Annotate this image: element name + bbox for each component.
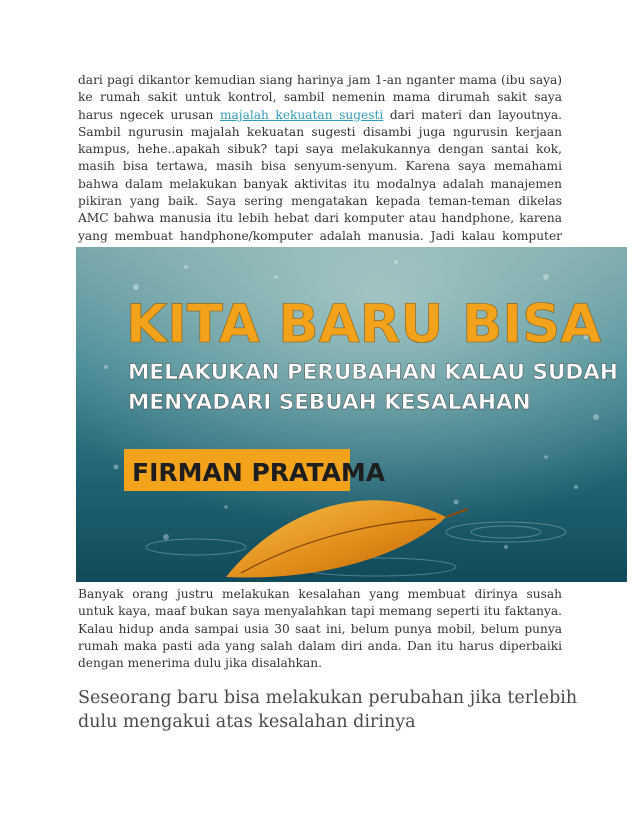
author-name: FIRMAN PRATAMA — [132, 458, 386, 487]
paragraph-1-text-before-link: dari pagi dikantor kemudian siang harinya jam 1-an nganter mama (ibu saya) ke rumah sakit untuk kontrol, sambil nemenin mama dirumah sakit saya harus ngecek urusan — [78, 73, 562, 122]
quote-line-3: MENYADARI SEBUAH KESALAHAN — [128, 390, 531, 415]
section-heading: Seseorang baru bisa melakukan perubahan jika terlebih dulu mengakui atas kesalahan dirinya — [78, 688, 578, 732]
body-paragraph-2: Banyak orang justru melakukan kesalahan yang membuat dirinya susah untuk kaya, maaf bukan saya menyalahkan tapi memang seperti itu faktanya. Kalau hidup anda sampai usia 30 saat ini, belum punya mobil, belum punya rumah maka pasti ada yang salah dalam diri anda. Dan itu harus diperbaiki dengan menerima dulu jika disalahkan. — [78, 587, 562, 671]
quote-image — [76, 247, 627, 582]
quote-image-graphic — [76, 247, 627, 582]
majalah-kekuatan-sugesti-link[interactable]: majalah kekuatan sugesti — [219, 107, 384, 122]
quote-line-2: MELAKUKAN PERUBAHAN KALAU SUDAH — [128, 360, 618, 385]
quote-line-1: KITA BARU BISA — [126, 294, 602, 355]
paragraph-1-text-after-link: dari materi dan layoutnya. Sambil ngurusin majalah kekuatan sugesti disambi juga ngurusin kerjaan kampus, hehe..apakah sibuk? tapi saya melakukannya dengan santai kok, masih bisa tertawa, masih bisa senyum-senyum. Karena saya memahami bahwa dalam melakukan banyak aktivitas itu modalnya adalah manajemen pikiran yang baik. Saya sering mengatakan kepada teman-teman dikelas AMC bahwa manusia itu lebih hebat dari komputer atau handphone, karena yang membuat handphone/komputer adalah manusia. Jadi kalau komputer — [78, 107, 562, 243]
